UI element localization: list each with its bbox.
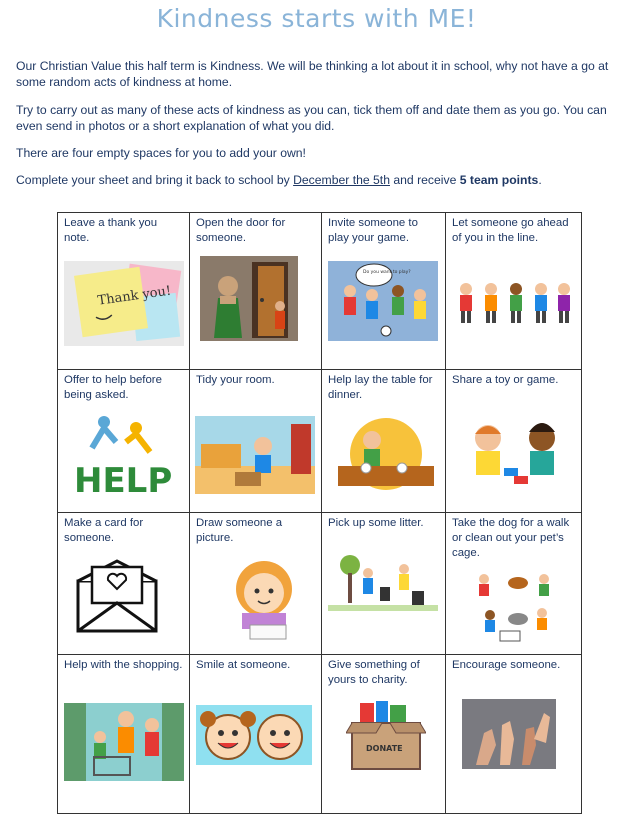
cell-label: Give something of yours to charity.: [328, 659, 420, 686]
help-icon: [70, 412, 178, 497]
grid-row: [58, 513, 582, 655]
kindness-cell[interactable]: [322, 655, 446, 814]
cell-label: Share a toy or game.: [452, 374, 559, 386]
kindness-cell[interactable]: [58, 213, 190, 370]
drawing-girl-icon: [220, 555, 306, 641]
cell-label: Tidy your room.: [196, 374, 275, 386]
kindness-cell[interactable]: [446, 513, 582, 655]
cell-label: Let someone go ahead of you in the line.: [452, 217, 569, 244]
grid-row: [58, 370, 582, 513]
kindness-cell[interactable]: [322, 213, 446, 370]
kindness-cell[interactable]: [58, 655, 190, 814]
cell-label: Help with the shopping.: [64, 659, 183, 671]
cell-label: Leave a thank you note.: [64, 217, 158, 244]
pets-icon: [470, 567, 560, 643]
kindness-cell[interactable]: [446, 213, 582, 370]
intro-p4-end: .: [538, 173, 542, 187]
donate-text: DONATE: [366, 744, 403, 753]
card-envelope-icon: [74, 559, 160, 637]
cell-label: Offer to help before being asked.: [64, 374, 162, 401]
intro-paragraph-2: Try to carry out as many of these acts of kindness as you can, tick them off and date them as you go. You can even send in photos or a short explanation of what you did.: [16, 103, 607, 133]
litter-picking-icon: [328, 553, 438, 613]
cell-label: Open the door for someone.: [196, 217, 286, 244]
intro-p4-start: Complete your sheet and bring it back to school by: [16, 173, 294, 187]
kindness-cell[interactable]: [446, 370, 582, 513]
door-icon: [200, 256, 298, 341]
tidy-room-icon: [195, 416, 315, 494]
cell-label: Help lay the table for dinner.: [328, 374, 433, 401]
kindness-cell[interactable]: [322, 370, 446, 513]
children-playing-icon: [328, 261, 438, 341]
cell-label: Encourage someone.: [452, 659, 561, 671]
grid-row: [58, 213, 582, 370]
cell-label: Invite someone to play your game.: [328, 217, 418, 244]
kindness-cell[interactable]: [322, 513, 446, 655]
deadline-date: December the 5th: [293, 173, 390, 187]
grid-row: [58, 655, 582, 814]
kindness-grid: [57, 212, 582, 814]
kindness-cell[interactable]: [190, 213, 322, 370]
note-text: Thank you!: [96, 283, 173, 309]
children-line-icon: [454, 275, 576, 327]
lay-table-icon: [332, 412, 438, 492]
page-title: Kindness starts with ME!: [156, 4, 477, 33]
clapping-hands-icon: [462, 699, 556, 769]
cell-label: Smile at someone.: [196, 659, 291, 671]
kindness-cell[interactable]: [446, 655, 582, 814]
kindness-cell[interactable]: [58, 513, 190, 655]
kindness-cell[interactable]: [190, 513, 322, 655]
sticky-notes-icon: [64, 261, 184, 346]
kindness-cell[interactable]: [58, 370, 190, 513]
cell-label: Pick up some litter.: [328, 517, 424, 529]
intro-p4-mid: and receive: [389, 173, 460, 187]
share-toy-icon: [452, 410, 574, 492]
cell-label: Draw someone a picture.: [196, 517, 283, 544]
intro-paragraph-3: There are four empty spaces for you to add your own!: [16, 146, 306, 160]
team-points: 5 team points: [459, 173, 539, 187]
intro-paragraph-4: [16, 172, 621, 188]
kindness-cell[interactable]: [190, 370, 322, 513]
kindness-cell[interactable]: [190, 655, 322, 814]
donate-box-icon: [346, 699, 426, 775]
intro-paragraph-1: Our Christian Value this half term is Kindness. We will be thinking a lot about it in school, why not have a go at some random acts of kindness at home.: [16, 59, 609, 89]
cell-label: Take the dog for a walk or clean out your pet’s cage.: [452, 517, 570, 559]
help-text: HELP: [74, 461, 173, 497]
bubble-text: Do you want to play?: [363, 270, 411, 275]
cell-label: Make a card for someone.: [64, 517, 144, 544]
shopping-icon: [64, 703, 184, 781]
smiling-faces-icon: [196, 705, 312, 765]
